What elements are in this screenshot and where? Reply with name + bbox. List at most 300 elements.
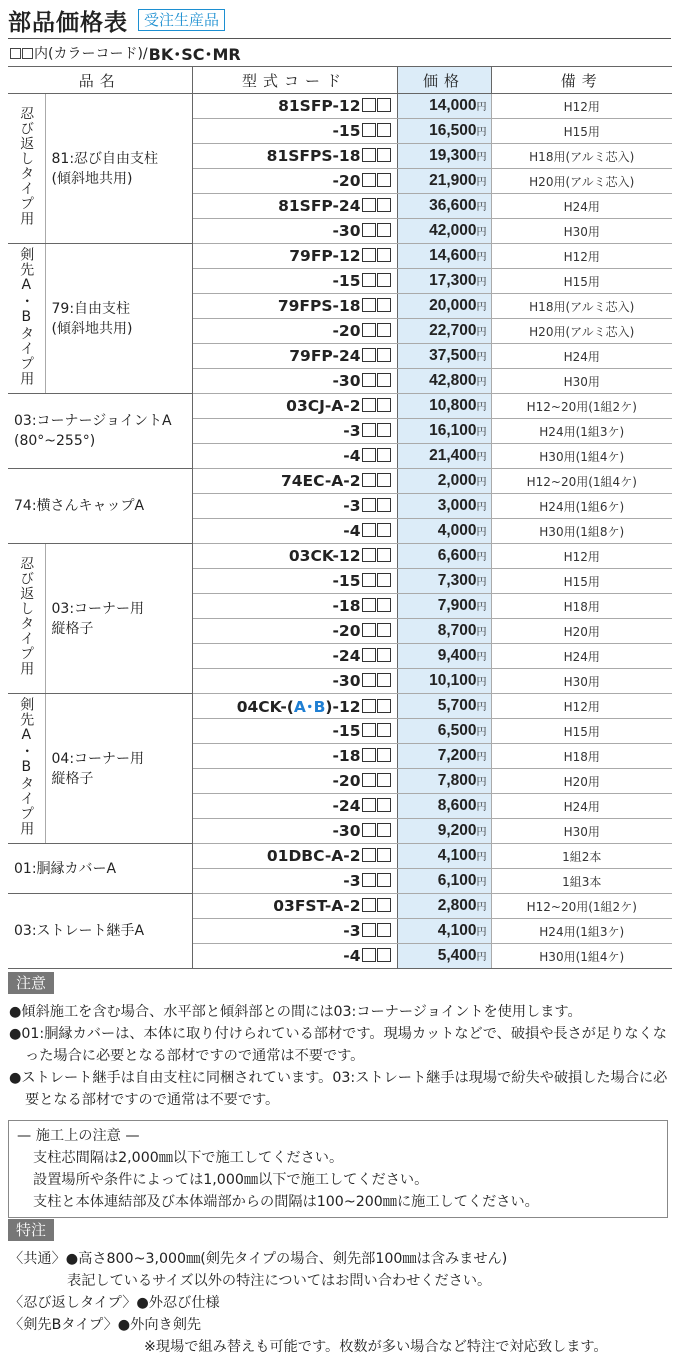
color-slot-icon (362, 173, 376, 187)
model-code-text: -4 (343, 447, 361, 465)
price-value: 22,700 (429, 322, 477, 339)
note-cell: H12~20用(1組2ケ) (491, 894, 672, 919)
yen-unit: 円 (476, 377, 487, 388)
yen-unit: 円 (476, 177, 487, 188)
model-code (192, 694, 397, 719)
price-value: 19,300 (429, 147, 477, 164)
note-cell: H12~20用(1組2ケ) (491, 394, 672, 419)
color-slot-icon (377, 623, 391, 637)
price-cell (397, 819, 491, 844)
note-cell: H20用 (491, 619, 672, 644)
title-rule (8, 38, 671, 39)
color-slot-icon (377, 773, 391, 787)
model-code (192, 244, 397, 269)
price-cell (397, 794, 491, 819)
model-code (192, 119, 397, 144)
yen-unit: 円 (476, 327, 487, 338)
color-slot-icon (377, 298, 391, 312)
yen-unit: 円 (476, 777, 487, 788)
model-code (192, 344, 397, 369)
yen-unit: 円 (476, 827, 487, 838)
color-slot-icon (362, 98, 376, 112)
price-value: 4,000 (437, 522, 477, 539)
color-slot-icon (377, 699, 391, 713)
model-code-text: -15 (332, 572, 361, 590)
color-slot-icon (362, 523, 376, 537)
model-code-text: 79FPS-18 (277, 297, 361, 315)
caution-bullet: ●01:胴縁カバーは、本体に取り付けられている部材です。現場カットなどで、破損や長さが足りなくなった場合に必要となる部材ですので通常は不要です。 (9, 1026, 667, 1064)
color-code-line (10, 42, 241, 64)
yen-unit: 円 (476, 202, 487, 213)
product-name: 01:胴縁カバーA (8, 844, 192, 894)
model-code-text: 79FP-12 (289, 247, 361, 265)
color-slot-icon (377, 448, 391, 462)
note-cell: H12用 (491, 244, 672, 269)
construction-note: 支柱芯間隔は2,000㎜以下で施工してください。 (33, 1150, 344, 1166)
note-cell: H24用 (491, 794, 672, 819)
model-code (192, 819, 397, 844)
note-cell: H30用 (491, 369, 672, 394)
model-code (192, 644, 397, 669)
price-value: 10,100 (429, 672, 477, 689)
price-cell (397, 394, 491, 419)
price-value: 8,700 (437, 622, 477, 639)
price-cell (397, 144, 491, 169)
model-code (192, 444, 397, 469)
table-row (8, 694, 672, 719)
model-code-text: -30 (332, 372, 361, 390)
note-cell: H12~20用(1組4ケ) (491, 469, 672, 494)
price-cell (397, 244, 491, 269)
color-slot-icon (377, 673, 391, 687)
yen-unit: 円 (476, 627, 487, 638)
price-value: 16,500 (429, 122, 477, 139)
model-code-text: -3 (343, 422, 361, 440)
price-value: 17,300 (429, 272, 477, 289)
price-cell (397, 619, 491, 644)
price-cell (397, 294, 491, 319)
price-cell (397, 169, 491, 194)
color-slot-icon (377, 898, 391, 912)
note-cell: H30用(1組4ケ) (491, 944, 672, 969)
model-code-text: -20 (332, 172, 361, 190)
note-cell: 1組2本 (491, 844, 672, 869)
model-code-text: -3 (343, 922, 361, 940)
yen-unit: 円 (476, 902, 487, 913)
color-slot-icon (377, 923, 391, 937)
color-slot-icon (377, 173, 391, 187)
yen-unit: 円 (476, 852, 487, 863)
model-code-text: -15 (332, 122, 361, 140)
yen-unit: 円 (476, 352, 487, 363)
model-code (192, 419, 397, 444)
color-slot-icon (362, 398, 376, 412)
price-cell (397, 869, 491, 894)
price-cell (397, 519, 491, 544)
color-slot-icon (362, 273, 376, 287)
product-name: 03:コーナー用 縦格子 (45, 544, 192, 694)
color-slot-icon (377, 648, 391, 662)
note-cell: H24用(1組6ケ) (491, 494, 672, 519)
yen-unit: 円 (476, 152, 487, 163)
color-slot-icon (377, 348, 391, 362)
note-cell: H15用 (491, 269, 672, 294)
price-value: 6,500 (437, 722, 477, 739)
model-code (192, 894, 397, 919)
price-cell (397, 719, 491, 744)
color-slot-icon (362, 598, 376, 612)
note-cell: H12用 (491, 94, 672, 119)
color-slot-icon (377, 273, 391, 287)
yen-unit: 円 (476, 727, 487, 738)
color-slot-icon (362, 373, 376, 387)
color-slot-icon (22, 48, 33, 59)
model-code-text: 81SFP-24 (278, 197, 361, 215)
note-cell: H15用 (491, 569, 672, 594)
price-cell (397, 844, 491, 869)
yen-unit: 円 (476, 477, 487, 488)
model-code-text: -20 (332, 322, 361, 340)
model-code-text: -30 (332, 222, 361, 240)
yen-unit: 円 (476, 802, 487, 813)
color-slot-icon (377, 848, 391, 862)
model-code (192, 94, 397, 119)
color-slot-icon (362, 348, 376, 362)
category-type-text: 剣先A･Bタイプ用 (18, 696, 35, 836)
product-name: 81:忍び自由支柱 (傾斜地共用) (45, 94, 192, 244)
model-code-text: 81SFP-12 (278, 97, 361, 115)
model-code (192, 394, 397, 419)
color-slot-icon (362, 748, 376, 762)
color-slot-icon (362, 423, 376, 437)
price-value: 4,100 (437, 847, 477, 864)
note-cell: H20用(アルミ芯入) (491, 319, 672, 344)
price-value: 6,100 (437, 872, 477, 889)
color-slot-icon (362, 448, 376, 462)
model-code-text: -24 (332, 647, 361, 665)
price-cell (397, 419, 491, 444)
color-slot-icon (362, 548, 376, 562)
yen-unit: 円 (476, 552, 487, 563)
price-value: 16,100 (429, 422, 477, 439)
yen-unit: 円 (476, 252, 487, 263)
color-slot-icon (362, 948, 376, 962)
category-type-label (8, 544, 45, 694)
special-order-line: 〈共通〉●高さ800~3,000㎜(剣先タイプの場合、剣先部100㎜は含みません) (9, 1251, 508, 1267)
model-code (192, 519, 397, 544)
page-title: 部品価格表 (8, 9, 128, 36)
note-cell: H24用 (491, 344, 672, 369)
model-code (192, 369, 397, 394)
caution-list (9, 1001, 669, 1111)
color-slot-icon (377, 423, 391, 437)
price-value: 7,800 (437, 772, 477, 789)
category-type-label (8, 244, 45, 394)
special-order-line: 表記しているサイズ以外の特注についてはお問い合わせください。 (67, 1273, 492, 1289)
price-value: 36,600 (429, 197, 477, 214)
color-slot-icon (362, 798, 376, 812)
model-code-text: 74EC-A-2 (280, 472, 361, 490)
color-slot-icon (362, 673, 376, 687)
model-code (192, 594, 397, 619)
color-slot-icon (377, 748, 391, 762)
price-value: 5,400 (437, 947, 477, 964)
special-order-line: 〈忍び返しタイプ〉●外忍び仕様 (9, 1295, 220, 1311)
model-code-text: -15 (332, 272, 361, 290)
table-row (8, 544, 672, 569)
product-name: 03:ストレート継手A (8, 894, 192, 969)
price-value: 9,400 (437, 647, 477, 664)
price-value: 37,500 (429, 347, 477, 364)
model-code (192, 494, 397, 519)
color-slot-icon (362, 198, 376, 212)
model-code-text: -15 (332, 722, 361, 740)
product-name: 79:自由支柱 (傾斜地共用) (45, 244, 192, 394)
model-code-text: -4 (343, 947, 361, 965)
color-slot-icon (362, 823, 376, 837)
construction-notes-box (8, 1120, 668, 1218)
special-order-line: ※現場で組み替えも可能です。枚数が多い場合など特注で対応致します。 (144, 1339, 608, 1355)
product-name: 04:コーナー用 縦格子 (45, 694, 192, 844)
price-value: 42,000 (429, 222, 477, 239)
price-cell (397, 744, 491, 769)
model-code (192, 169, 397, 194)
color-slot-icon (377, 598, 391, 612)
yen-unit: 円 (476, 527, 487, 538)
yen-unit: 円 (476, 752, 487, 763)
price-cell (397, 544, 491, 569)
model-code-text: -4 (343, 522, 361, 540)
color-slot-icon (362, 248, 376, 262)
model-code (192, 544, 397, 569)
price-cell (397, 319, 491, 344)
yen-unit: 円 (476, 402, 487, 413)
price-cell (397, 644, 491, 669)
price-value: 3,000 (437, 497, 477, 514)
color-slot-icon (362, 848, 376, 862)
category-type-label (8, 694, 45, 844)
note-cell: H30用 (491, 669, 672, 694)
model-code (192, 469, 397, 494)
price-cell (397, 269, 491, 294)
price-cell (397, 219, 491, 244)
model-code-text: -18 (332, 597, 361, 615)
price-cell (397, 569, 491, 594)
color-slot-icon (377, 873, 391, 887)
note-cell: H20用 (491, 769, 672, 794)
price-cell (397, 944, 491, 969)
model-code-text: 03CJ-A-2 (286, 397, 361, 415)
table-row (8, 394, 672, 419)
note-cell: H12用 (491, 544, 672, 569)
model-code-text: 03FST-A-2 (273, 897, 361, 915)
price-value: 2,000 (437, 472, 477, 489)
price-value: 5,700 (437, 697, 477, 714)
price-value: 14,000 (429, 97, 477, 114)
model-code (192, 619, 397, 644)
note-cell: H24用(1組3ケ) (491, 919, 672, 944)
model-code (192, 744, 397, 769)
table-row (8, 244, 672, 269)
note-cell: H18用(アルミ芯入) (491, 294, 672, 319)
table-header-row (8, 67, 672, 94)
note-cell: H20用(アルミ芯入) (491, 169, 672, 194)
price-cell (397, 444, 491, 469)
yen-unit: 円 (476, 577, 487, 588)
yen-unit: 円 (476, 127, 487, 138)
color-slot-icon (377, 498, 391, 512)
price-value: 9,200 (437, 822, 477, 839)
model-code (192, 219, 397, 244)
color-code-prefix: 内(カラーコード)/ (34, 46, 148, 62)
color-slot-icon (377, 473, 391, 487)
model-code-text: -24 (332, 797, 361, 815)
construction-note: 支柱と本体連結部及び本体端部からの間隔は100~200㎜に施工してください。 (33, 1194, 539, 1210)
color-slot-icon (362, 498, 376, 512)
construction-note: 設置場所や条件によっては1,000㎜以下で施工してください。 (33, 1172, 429, 1188)
price-cell (397, 769, 491, 794)
color-slot-icon (377, 323, 391, 337)
yen-unit: 円 (476, 102, 487, 113)
color-slot-icon (377, 523, 391, 537)
yen-unit: 円 (476, 602, 487, 613)
price-value: 8,600 (437, 797, 477, 814)
price-table (8, 66, 672, 969)
color-slot-icon (362, 699, 376, 713)
model-code (192, 794, 397, 819)
color-slot-icon (377, 198, 391, 212)
yen-unit: 円 (476, 652, 487, 663)
special-order-line: 〈剣先Bタイプ〉●外向き剣先 (9, 1317, 202, 1333)
price-value: 21,900 (429, 172, 477, 189)
category-type-label (8, 94, 45, 244)
yen-unit: 円 (476, 677, 487, 688)
col-header-name: 品名 (8, 67, 192, 94)
price-value: 6,600 (437, 547, 477, 564)
price-cell (397, 494, 491, 519)
yen-unit: 円 (476, 502, 487, 513)
note-cell: H30用(1組8ケ) (491, 519, 672, 544)
price-cell (397, 344, 491, 369)
model-code (192, 844, 397, 869)
price-value: 7,900 (437, 597, 477, 614)
color-slot-icon (377, 723, 391, 737)
note-cell: H12用 (491, 694, 672, 719)
color-slot-icon (362, 573, 376, 587)
caution-bullet: ●ストレート継手は自由支柱に同梱されています。03:ストレート継手は現場で紛失や破損した場合に必要となる部材ですので通常は不要です。 (9, 1070, 668, 1108)
price-value: 20,000 (429, 297, 477, 314)
color-slot-icon (362, 648, 376, 662)
model-code-text: -18 (332, 747, 361, 765)
model-code-text: -3 (343, 872, 361, 890)
color-slot-icon (362, 148, 376, 162)
note-cell: H30用 (491, 219, 672, 244)
color-slot-icon (377, 123, 391, 137)
yen-unit: 円 (476, 227, 487, 238)
color-slot-icon (377, 398, 391, 412)
model-code-text: -20 (332, 622, 361, 640)
model-code (192, 669, 397, 694)
color-slot-icon (362, 323, 376, 337)
color-slot-icon (362, 873, 376, 887)
yen-unit: 円 (476, 452, 487, 463)
category-type-text: 剣先A･Bタイプ用 (18, 246, 35, 386)
model-code (192, 719, 397, 744)
note-cell: 1組3本 (491, 869, 672, 894)
model-code (192, 194, 397, 219)
color-slot-icon (362, 723, 376, 737)
col-header-code: 型式コード (192, 67, 397, 94)
color-codes: BK･SC･MR (148, 44, 241, 64)
note-cell: H15用 (491, 119, 672, 144)
color-slot-icon (377, 373, 391, 387)
color-slot-icon (362, 473, 376, 487)
price-value: 14,600 (429, 247, 477, 264)
model-code-variant: A･B (293, 698, 326, 716)
price-cell (397, 469, 491, 494)
price-value: 7,300 (437, 572, 477, 589)
model-code (192, 294, 397, 319)
caution-heading: 注意 (8, 972, 54, 994)
product-name: 74:横さんキャップA (8, 469, 192, 544)
color-slot-icon (362, 898, 376, 912)
note-cell: H15用 (491, 719, 672, 744)
model-code-text: 04CK-( (236, 698, 294, 716)
note-cell: H24用 (491, 194, 672, 219)
color-slot-icon (377, 148, 391, 162)
color-slot-icon (377, 798, 391, 812)
table-row (8, 94, 672, 119)
construction-notes-heading: — 施工上の注意 — (17, 1128, 140, 1144)
table-row (8, 469, 672, 494)
model-code-text: -20 (332, 772, 361, 790)
model-code (192, 944, 397, 969)
price-cell (397, 669, 491, 694)
color-slot-icon (377, 573, 391, 587)
note-cell: H18用 (491, 594, 672, 619)
price-cell (397, 194, 491, 219)
model-code-text: -30 (332, 822, 361, 840)
model-code-text: -30 (332, 672, 361, 690)
color-slot-icon (362, 223, 376, 237)
price-cell (397, 94, 491, 119)
special-order-heading: 特注 (8, 1219, 54, 1241)
col-header-price: 価格 (397, 67, 491, 94)
model-code-text: 03CK-12 (288, 547, 361, 565)
note-cell: H24用 (491, 644, 672, 669)
model-code (192, 319, 397, 344)
table-row (8, 894, 672, 919)
caution-bullet: ●傾斜施工を含む場合、水平部と傾斜部との間には03:コーナージョイントを使用します。 (9, 1004, 582, 1020)
note-cell: H30用(1組4ケ) (491, 444, 672, 469)
model-code (192, 919, 397, 944)
price-cell (397, 919, 491, 944)
color-slot-icon (362, 623, 376, 637)
yen-unit: 円 (476, 877, 487, 888)
model-code-text: 79FP-24 (289, 347, 361, 365)
note-cell: H18用 (491, 744, 672, 769)
model-code-text: 81SFPS-18 (266, 147, 361, 165)
made-to-order-badge: 受注生産品 (138, 9, 225, 31)
model-code (192, 144, 397, 169)
color-slot-icon (377, 948, 391, 962)
price-value: 7,200 (437, 747, 477, 764)
yen-unit: 円 (476, 927, 487, 938)
model-code (192, 869, 397, 894)
model-code (192, 569, 397, 594)
price-value: 21,400 (429, 447, 477, 464)
price-value: 42,800 (429, 372, 477, 389)
